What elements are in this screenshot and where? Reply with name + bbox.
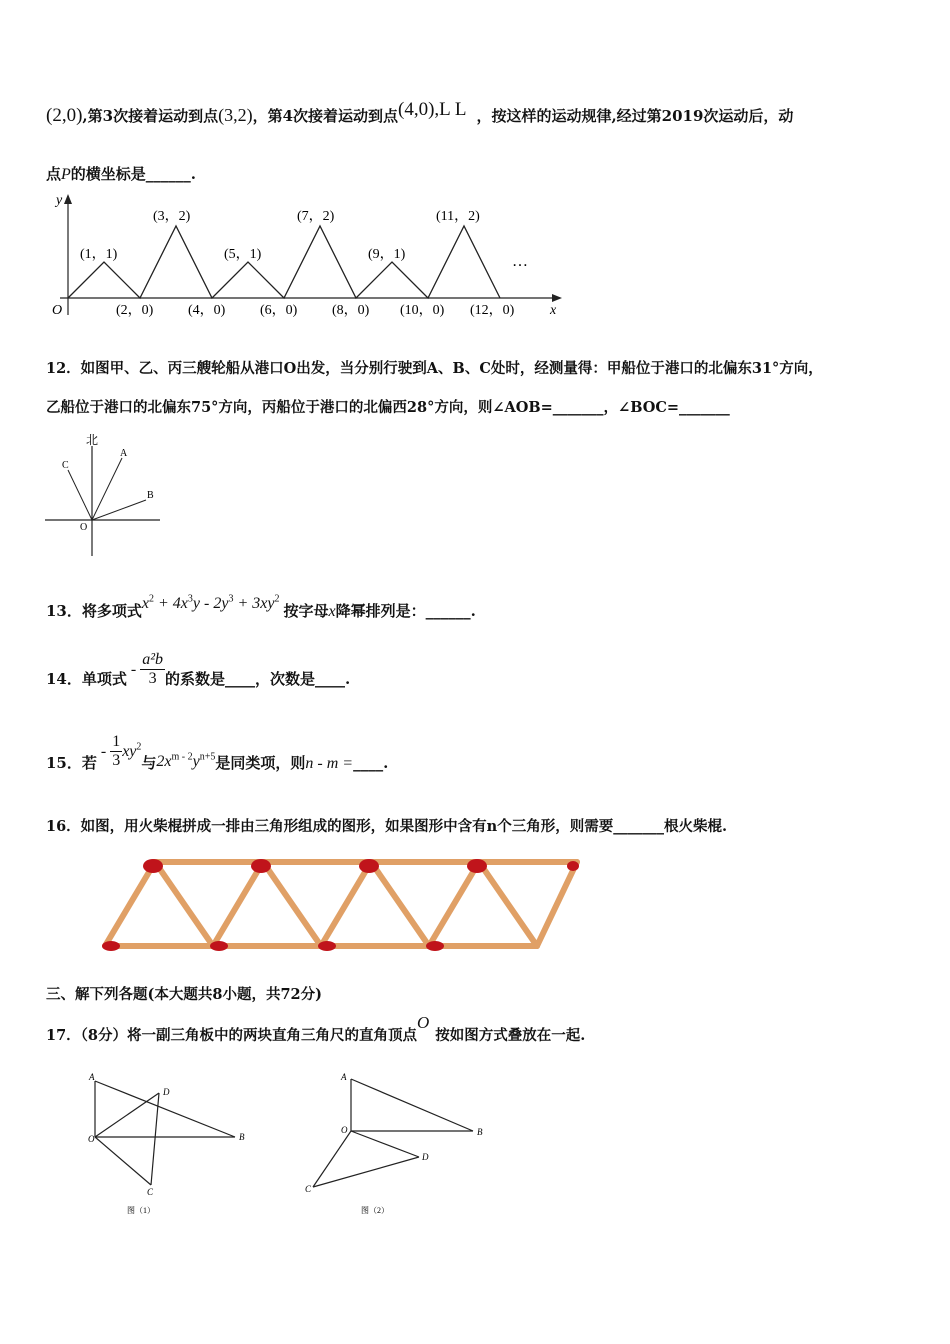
figure-1 bbox=[88, 1072, 245, 1215]
term-2x-y: $2x^{m - 2}y^{n+5}$ bbox=[156, 751, 216, 770]
label-10-0: (10，0) bbox=[400, 303, 445, 318]
origin-label: O bbox=[52, 303, 63, 318]
fig2-label-b: B bbox=[477, 1127, 483, 1137]
label-b: B bbox=[147, 490, 154, 501]
fig2-label-c: C bbox=[305, 1184, 312, 1194]
q12-line2: 乙船位于港口的北偏东75°方向，丙船位于港口的北偏西28°方向，则∠AOB=_______，∠BOC=_______ bbox=[46, 399, 730, 416]
fig1-label-b: B bbox=[239, 1132, 245, 1142]
point-3-2: (3,2) bbox=[218, 105, 253, 125]
label-12-0: (12，0) bbox=[470, 303, 515, 318]
q14-post: 的系数是____，次数是____. bbox=[165, 669, 351, 688]
triangle-figures bbox=[85, 1065, 505, 1225]
var-x: x bbox=[328, 603, 336, 620]
q11-line2-pre: 点 bbox=[46, 165, 62, 183]
label-c: C bbox=[62, 460, 69, 471]
ellipsis: … bbox=[512, 253, 528, 270]
q13-post: 按字母 bbox=[283, 602, 329, 620]
figure-2 bbox=[305, 1072, 483, 1215]
fig1-label-a: A bbox=[89, 1072, 95, 1082]
fig2-label-d: D bbox=[422, 1152, 429, 1162]
q11-line2 bbox=[46, 163, 196, 184]
q14-pre: 14．单项式 bbox=[46, 669, 127, 688]
q11-text-3: ，按这样的运动规律,经过第2019次运动后，动 bbox=[476, 107, 794, 125]
q14-numerator: a²b bbox=[142, 651, 163, 668]
q11-line1 bbox=[46, 99, 794, 127]
label-6-0: (6，0) bbox=[260, 303, 298, 318]
q12-line1: 12．如图甲、乙、丙三艘轮船从港口O出发，当分别行驶到A、B、C处时，经测量得：甲船位于港口的北偏东31°方向， bbox=[46, 360, 823, 377]
q11-line2-post: 的横坐标是______. bbox=[70, 165, 197, 183]
fig2-caption: 图（2） bbox=[361, 1206, 389, 1215]
q13-pre: 13．将多项式 bbox=[46, 602, 142, 620]
ray-oc bbox=[68, 470, 92, 520]
q11-text-1: ,第3次接着运动到点 bbox=[82, 107, 219, 125]
fig1-caption: 图（1） bbox=[127, 1206, 155, 1215]
label-a: A bbox=[120, 448, 128, 459]
matchstick-figure bbox=[95, 850, 590, 955]
q13-line bbox=[46, 592, 476, 620]
q15-expr: n - m = bbox=[305, 754, 354, 772]
q14-minus: - bbox=[130, 660, 137, 678]
q15-fraction bbox=[110, 733, 122, 770]
label-7-2: (7，2) bbox=[297, 209, 335, 224]
label-3-2: (3，2) bbox=[153, 209, 191, 224]
q14-denominator: 3 bbox=[148, 670, 157, 687]
north-label: 北 bbox=[86, 433, 99, 447]
var-p: P bbox=[61, 166, 71, 183]
fig1-label-o: O bbox=[88, 1134, 95, 1144]
y-axis-arrow-icon bbox=[64, 194, 72, 204]
label-5-1: (5，1) bbox=[224, 247, 262, 262]
point-4-0: (4,0),L L bbox=[398, 99, 467, 120]
fig1-label-c: C bbox=[147, 1187, 154, 1197]
label-1-1: (1，1) bbox=[80, 247, 118, 262]
label-9-1: (9，1) bbox=[368, 247, 406, 262]
label-4-0: (4，0) bbox=[188, 303, 226, 318]
q15-blank: ____. bbox=[353, 753, 389, 772]
q11-text-2: ，第4次接着运动到点 bbox=[252, 107, 399, 125]
compass-figure bbox=[40, 428, 170, 560]
zigzag-figure bbox=[40, 190, 570, 325]
q15-minus: - bbox=[100, 742, 107, 760]
q17-post: 按如图方式叠放在一起. bbox=[435, 1027, 586, 1044]
q15-mid: 与 bbox=[141, 753, 157, 772]
q13-post2: 降幂排列是：______. bbox=[335, 602, 476, 620]
match-sticks bbox=[105, 862, 577, 946]
q15-numerator: 1 bbox=[112, 733, 121, 750]
point-2-0: (2,0) bbox=[46, 105, 83, 126]
q15-post: 是同类项，则 bbox=[215, 753, 306, 772]
q15-pre: 15．若 bbox=[46, 753, 97, 772]
label-o: O bbox=[80, 522, 88, 533]
axis-y-label: y bbox=[56, 193, 63, 208]
polynomial: $x^2 + 4x^3y - 2y^3 + 3xy^2$ bbox=[141, 593, 280, 612]
x-axis-arrow-icon bbox=[552, 294, 562, 302]
label-8-0: (8，0) bbox=[332, 303, 370, 318]
fig2-label-o: O bbox=[341, 1125, 348, 1135]
section-3-title: 三、解下列各题(本大题共8小题，共72分) bbox=[46, 986, 322, 1003]
q14-line bbox=[46, 651, 350, 688]
var-o: O bbox=[417, 1013, 430, 1032]
q16-line: 16．如图，用火柴棍拼成一排由三角形组成的图形，如果图形中含有n个三角形，则需要_______根火柴棍. bbox=[46, 818, 728, 835]
q14-fraction bbox=[140, 651, 165, 688]
label-11-2: (11，2) bbox=[436, 209, 480, 224]
q17-pre: 17．（8分）将一副三角板中的两块直角三角尺的直角顶点 bbox=[46, 1027, 418, 1044]
q15-denominator: 3 bbox=[112, 752, 121, 769]
zigzag-path bbox=[68, 226, 500, 298]
term-xy2: $xy^2$ bbox=[122, 741, 142, 760]
label-2-0: (2，0) bbox=[116, 303, 154, 318]
fig2-label-a: A bbox=[341, 1072, 347, 1082]
fig1-label-d: D bbox=[163, 1087, 170, 1097]
axis-x-label: x bbox=[550, 303, 557, 318]
q17-line bbox=[46, 1013, 586, 1044]
q15-line bbox=[46, 733, 388, 770]
